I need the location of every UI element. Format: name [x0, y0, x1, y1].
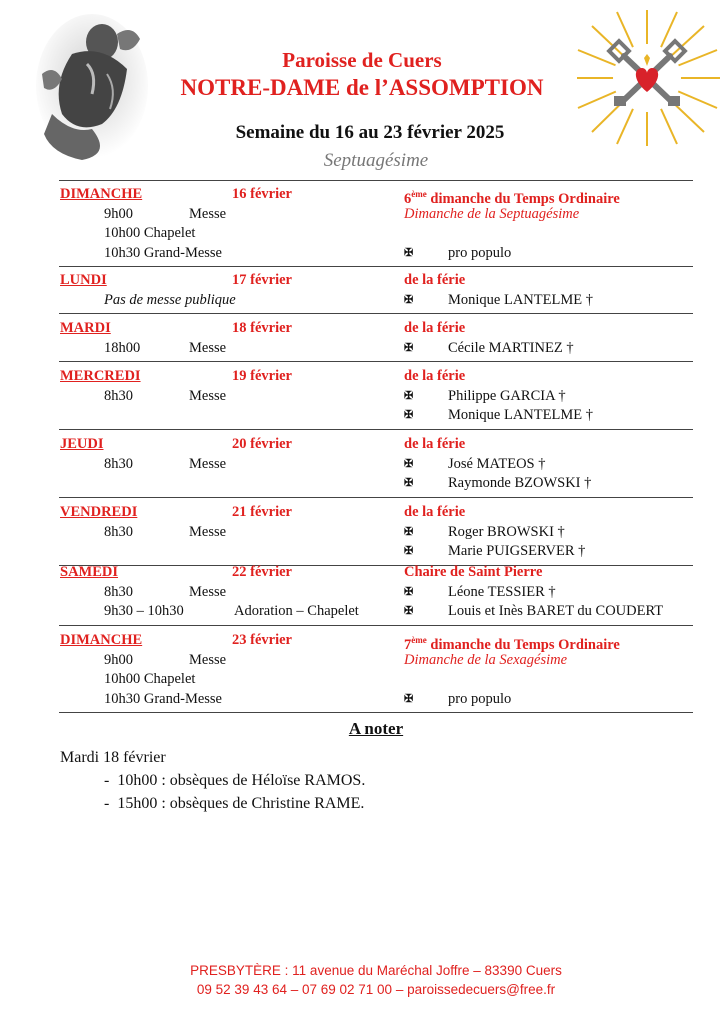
cross-icon: ✠	[404, 605, 414, 618]
mass-intention: Léone TESSIER †	[448, 583, 556, 600]
section-divider	[59, 712, 693, 713]
liturgical-season: Septuagésime	[323, 150, 429, 171]
parish-name: Paroisse de Cuers	[282, 48, 442, 72]
event-label: Messe	[189, 583, 227, 600]
feast-subtitle: Dimanche de la Sexagésime	[404, 651, 568, 668]
event-label: Messe	[189, 651, 227, 668]
day-date: 18 février	[232, 320, 292, 336]
event-line: 10h00 Chapelet	[104, 671, 196, 688]
day-name: LUNDI	[60, 272, 107, 288]
mass-intention: Philippe GARCIA †	[448, 387, 566, 404]
section-divider	[59, 313, 693, 314]
event-time: 18h00	[104, 339, 141, 356]
mass-intention: pro populo	[448, 690, 512, 707]
day-name: JEUDI	[60, 436, 104, 452]
event-time: 8h30	[104, 387, 133, 404]
event-line: 10h30 Grand-Messe	[104, 244, 222, 261]
cross-icon: ✠	[404, 585, 414, 598]
event-label: Messe	[189, 455, 227, 472]
mass-intention: Raymonde BZOWSKI †	[448, 475, 592, 492]
section-divider	[59, 180, 693, 181]
mass-intention: Louis et Inès BARET du COUDERT	[448, 603, 664, 620]
day-note: Pas de messe publique	[104, 291, 236, 308]
day-name: DIMANCHE	[60, 632, 143, 648]
feast-title: de la férie	[404, 368, 466, 384]
cross-icon: ✠	[404, 477, 414, 490]
event-time: 9h30 – 10h30	[104, 603, 184, 620]
feast-subtitle: Dimanche de la Septuagésime	[404, 205, 580, 222]
cross-icon: ✠	[404, 341, 414, 354]
day-name: MERCREDI	[60, 368, 141, 384]
cross-icon: ✠	[404, 293, 414, 306]
mass-intention: Monique LANTELME †	[448, 291, 593, 308]
footer-address: PRESBYTÈRE : 11 avenue du Maréchal Joffre – 83390 Cuers	[190, 963, 562, 978]
section-divider	[59, 497, 693, 498]
cross-icon: ✠	[404, 409, 414, 422]
cross-icon: ✠	[404, 525, 414, 538]
day-date: 16 février	[232, 186, 292, 202]
feast-title: de la férie	[404, 436, 466, 452]
day-date: 19 février	[232, 368, 292, 384]
event-label: Messe	[189, 523, 227, 540]
day-date: 20 février	[232, 436, 292, 452]
day-name: MARDI	[60, 320, 111, 336]
feast-title: Chaire de Saint Pierre	[404, 564, 543, 580]
cross-icon: ✠	[404, 545, 414, 558]
week-title: Semaine du 16 au 23 février 2025	[235, 122, 505, 143]
footer-contact: 09 52 39 43 64 – 07 69 02 71 00 – paroissedecuers@free.fr	[196, 982, 556, 997]
event-label: Messe	[189, 205, 227, 222]
day-name: SAMEDI	[60, 564, 119, 580]
event-time: 9h00	[104, 205, 133, 222]
mass-intention: José MATEOS †	[448, 455, 546, 472]
feast-title: de la férie	[404, 272, 466, 288]
cross-icon: ✠	[404, 457, 414, 470]
event-label: Messe	[189, 387, 227, 404]
day-name: VENDREDI	[60, 504, 138, 520]
feast-title: de la férie	[404, 504, 466, 520]
section-divider	[59, 266, 693, 267]
event-label: Messe	[189, 339, 227, 356]
feast-title: 6ème dimanche du Temps Ordinaire	[404, 189, 620, 207]
notes-title: A noter	[348, 719, 404, 738]
cross-icon: ✠	[404, 389, 414, 402]
event-time: 9h00	[104, 651, 133, 668]
event-time: 8h30	[104, 455, 133, 472]
day-date: 22 février	[232, 564, 292, 580]
mass-intention: Marie PUIGSERVER †	[448, 543, 586, 560]
event-line: 10h00 Chapelet	[104, 225, 196, 242]
notes-date: Mardi 18 février	[60, 749, 166, 766]
event-line: 10h30 Grand-Messe	[104, 690, 222, 707]
section-divider	[59, 625, 693, 626]
church-name: NOTRE-DAME de l’ASSOMPTION	[180, 75, 544, 100]
mass-intention: Cécile MARTINEZ †	[448, 339, 574, 356]
section-divider	[59, 361, 693, 362]
section-divider	[59, 429, 693, 430]
mass-intention: Roger BROWSKI †	[448, 523, 565, 540]
cross-icon: ✠	[404, 246, 414, 259]
event-time: 8h30	[104, 583, 133, 600]
event-label: Adoration – Chapelet	[234, 603, 359, 620]
cross-icon: ✠	[404, 692, 414, 705]
day-date: 23 février	[232, 632, 292, 648]
feast-title: 7ème dimanche du Temps Ordinaire	[404, 635, 620, 653]
notes-item: - 10h00 : obsèques de Héloïse RAMOS.	[104, 772, 366, 789]
day-name: DIMANCHE	[60, 186, 143, 202]
day-date: 21 février	[232, 504, 292, 520]
mass-intention: Monique LANTELME †	[448, 407, 593, 424]
feast-title: de la férie	[404, 320, 466, 336]
notes-item: - 15h00 : obsèques de Christine RAME.	[104, 795, 365, 812]
day-date: 17 février	[232, 272, 292, 288]
section-divider	[59, 565, 693, 566]
mass-intention: pro populo	[448, 244, 512, 261]
event-time: 8h30	[104, 523, 133, 540]
